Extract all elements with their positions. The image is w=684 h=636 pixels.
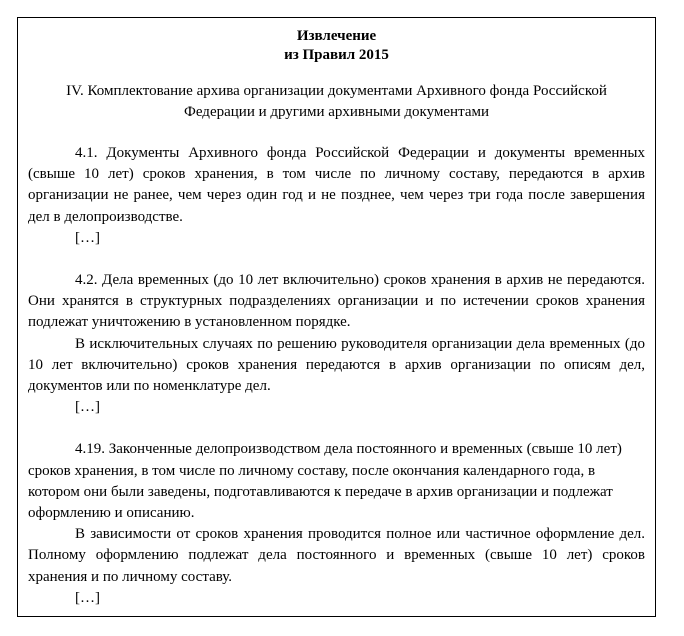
paragraph-4-2-continuation: В исключительных случаях по решению руководителя организации дела временных (до 10 лет включительно) сроков хранения передаются в архив организации по описям дел, документов или по номенклатуре дел. bbox=[28, 335, 645, 395]
paragraph-gap bbox=[28, 418, 645, 439]
document-frame bbox=[17, 17, 656, 617]
paragraph-gap bbox=[28, 249, 645, 270]
omission-marker: […] bbox=[75, 589, 100, 606]
paragraph-4-2: 4.2. Дела временных (до 10 лет включительно) сроков хранения в архив не передаются. Они хранятся в структурных подразделениях организации и по истечении сроков хранения подлежат уничтожению в установленном порядке. bbox=[28, 272, 645, 331]
document-title: Извлечение bbox=[296, 28, 377, 44]
omission-marker: […] bbox=[75, 399, 100, 416]
document-subtitle: из Правил 2015 bbox=[284, 47, 389, 63]
omission-marker: […] bbox=[75, 229, 100, 246]
paragraph-4-19: 4.19. Законченные делопроизводством дела постоянного и временных (свыше 10 лет) сроков хранения, в том числе по личному составу, после окончания календарного года, в котором они были заведены, подготавливаются к передаче в архив организации и подлежат оформлению и описанию. bbox=[28, 441, 622, 522]
section-heading: IV. Комплектование архива организации документами Архивного фонда Российской Федерации и другими архивными документами bbox=[66, 83, 607, 120]
paragraph-4-19-continuation: В зависимости от сроков хранения проводится полное или частичное оформление дел. Полному оформлению подлежат дела постоянного и временных (свыше 10 лет) сроков хранения и по личному составу. bbox=[28, 526, 645, 585]
paragraph-4-1: 4.1. Документы Архивного фонда Российской Федерации и документы временных (свыше 10 лет) сроков хранения, в том числе по личному составу, передаются в архив организации не ранее, чем через один год и не позднее, чем через три года после завершения дел в делопроизводстве. bbox=[28, 145, 645, 225]
